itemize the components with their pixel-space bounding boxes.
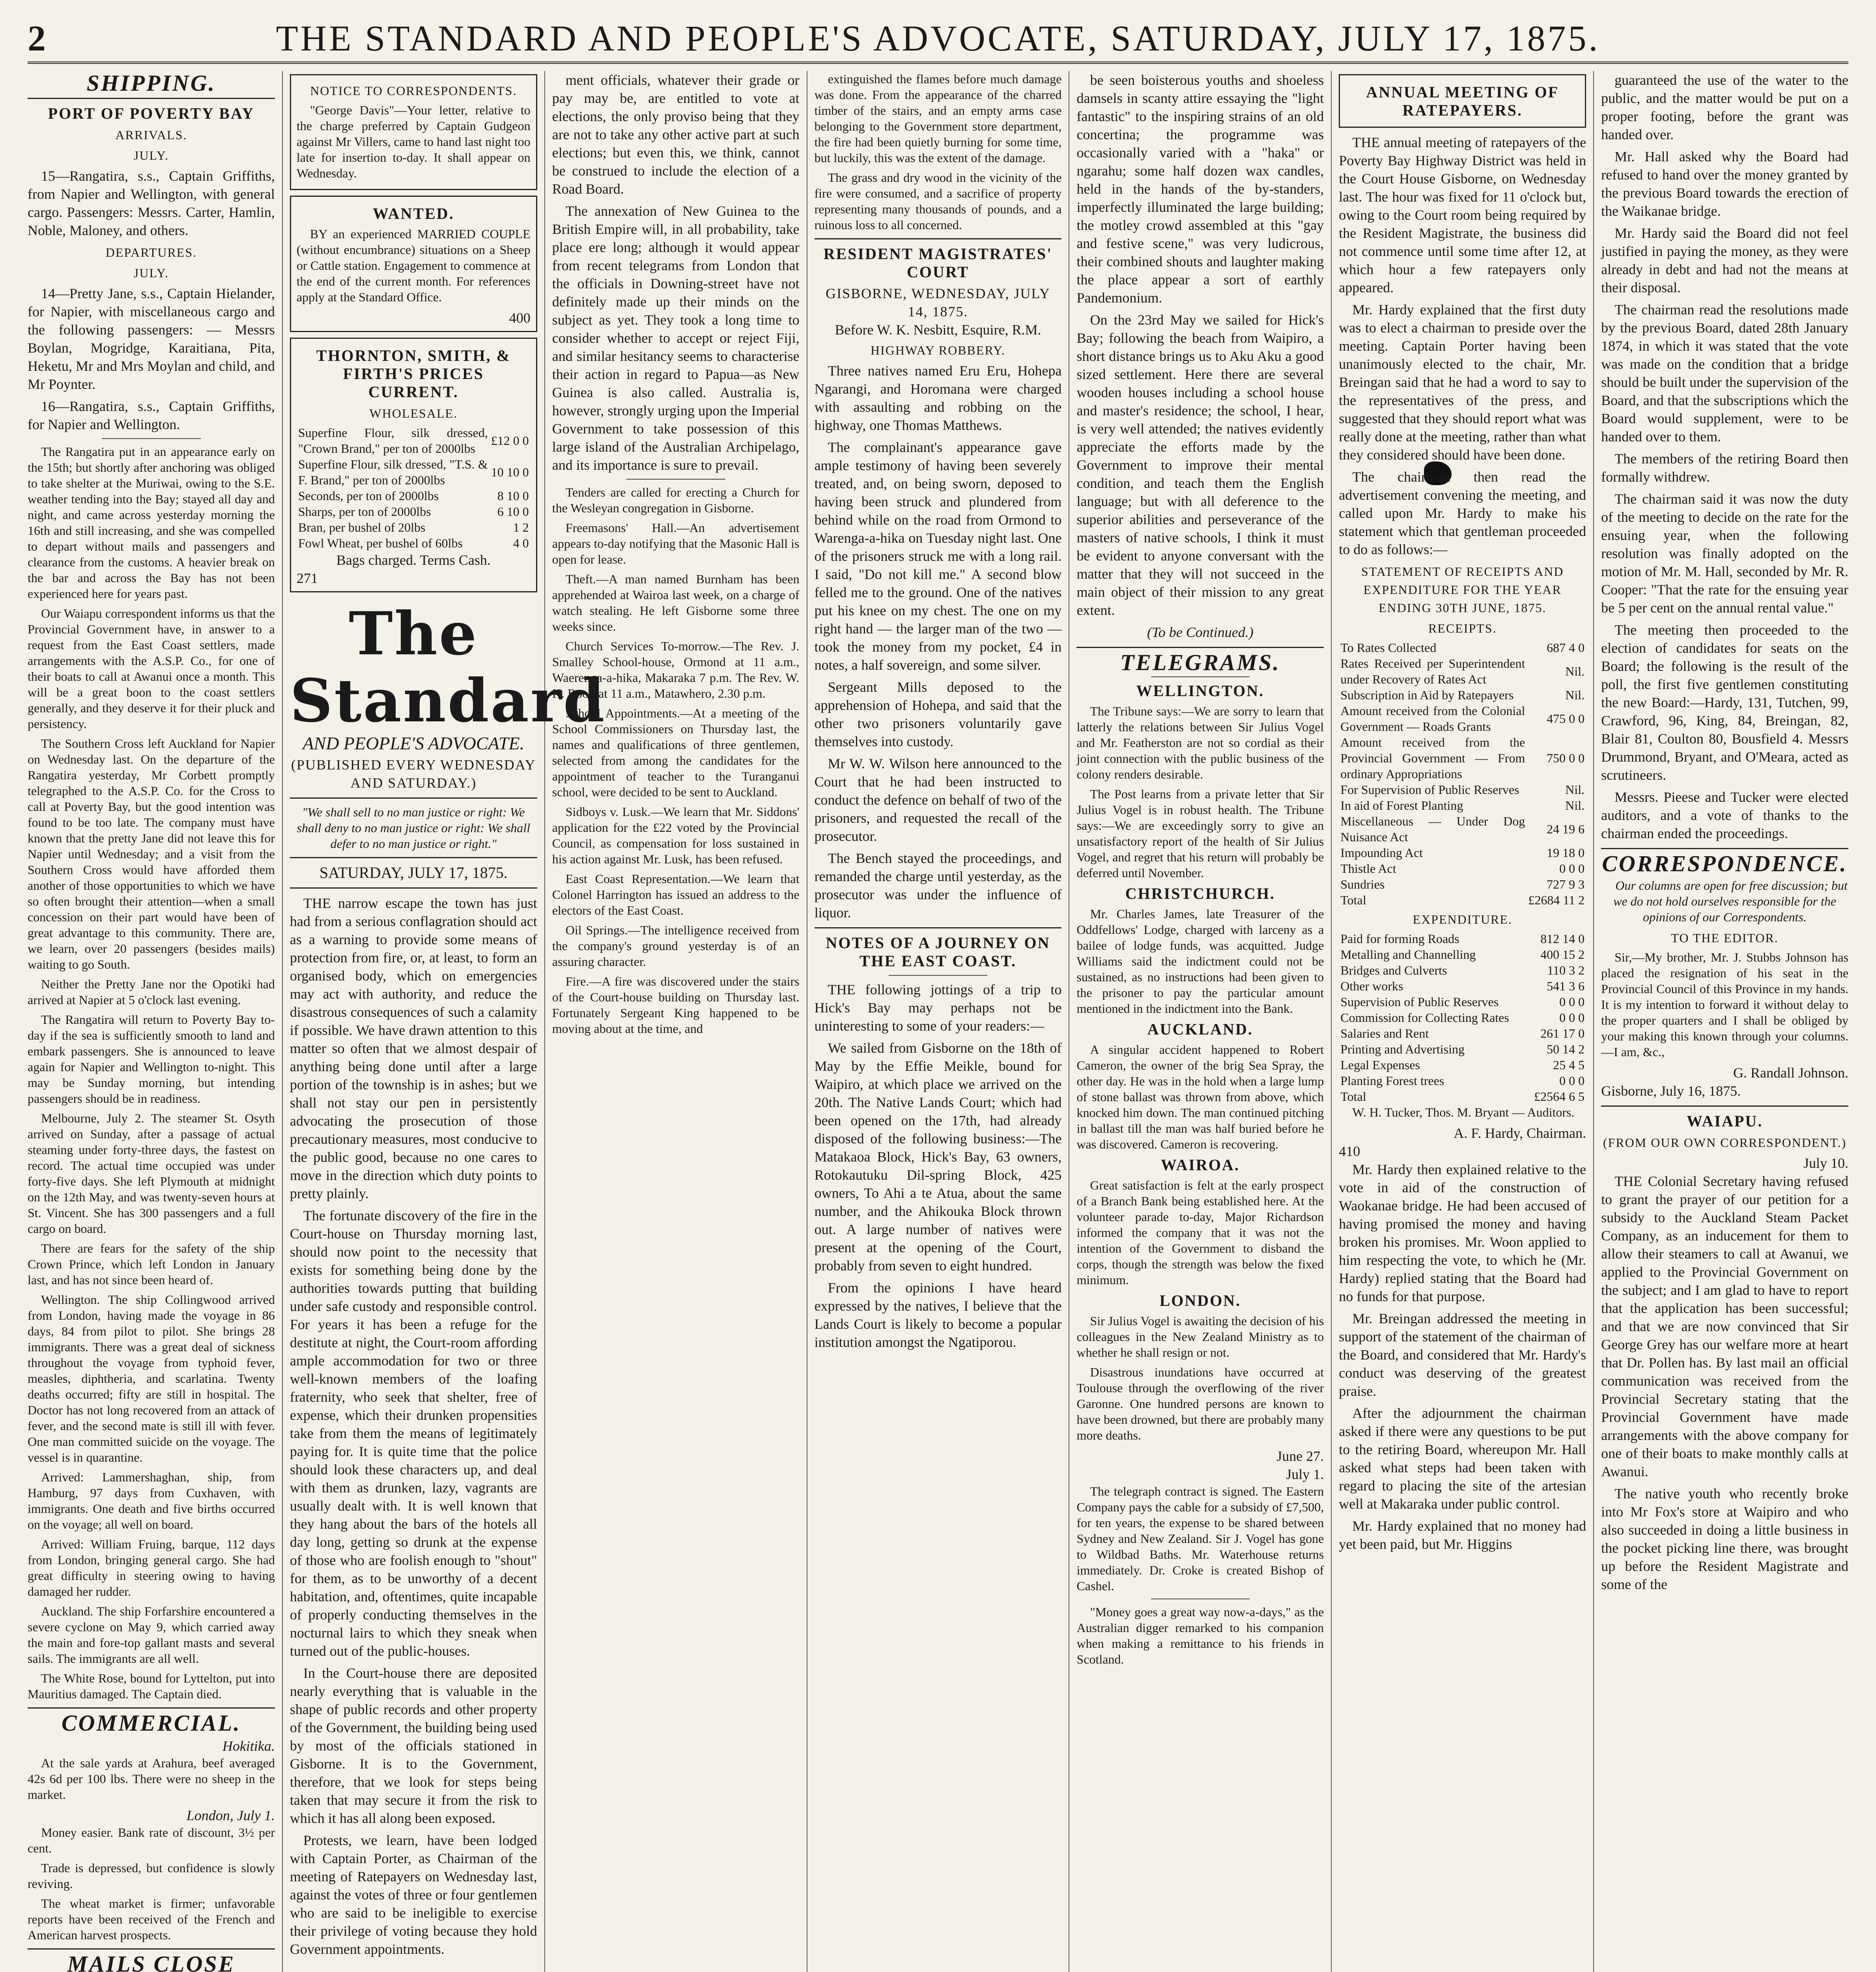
auckland-heading: AUCKLAND. [1147,1020,1253,1038]
correspondents-text: "George Davis"—Your letter, relative to the charge preferred by Captain Gudgeon against Mr Villers, came to hand last night too late for insertion to-day. It shall appear on Wednesday. [296,103,531,180]
expenditure-row: Metalling and Channelling 400 15 2 [1340,947,1585,962]
telegram-item: Disastrous inundations have occurred at Toulouse through the overflowing of the river Garonne. One hundred persons are known to have been drowned, but there are probably many more deaths. [1076,1365,1324,1442]
letter-place: Gisborne, July 16, 1875. [1601,1083,1741,1099]
receipts-table [1339,640,1586,908]
chairman-signature: A. F. Hardy, Chairman. [1454,1125,1586,1141]
receipt-row: Rates Received per Superintendent under Recovery of Rates Act Nil. [1340,656,1585,686]
journey-paragraph: be seen boisterous youths and shoeless damsels in scanty attire essaying the "light fantastic" to the inspiring strains of an old concertina; the programme was occasionally varied with a "haka" or ngarahu; some half dozen wax candles, held in the hands of the by-standers, imperfectly illuminated the large building; the motley crowd assembled at this "gay and festive scene," was very ludicrous, their combined shouts and laughter making the place appear a sort of earthly Pandemonium. [1076,72,1324,306]
waiapu-sub: (FROM OUR OWN CORRESPONDENT.) [1603,1135,1847,1150]
annual-paragraph: Messrs. Pieese and Tucker were elected auditors, and a vote of thanks to the chairman ended the proceedings. [1601,789,1849,841]
annual-paragraph: The members of the retiring Board then formally withdrew. [1601,451,1849,485]
receipt-row: Total £2684 11 2 [1340,893,1585,907]
correspondents-heading: NOTICE TO CORRESPONDENTS. [310,84,517,98]
price-row: Sharps, per ton of 2000lbs 6 10 0 [298,504,529,519]
commercial-heading: COMMERCIAL. [61,1710,241,1736]
correspondence-disclaimer: Our columns are open for free discussion; but we do not hold ourselves responsible for the opinions of our Correspondents. [1613,878,1848,924]
journey-paragraph: We sailed from Gisborne on the 18th of May by the Effie Meikle, bound for Waipiro, at which place we arrived on the 20th. The Native Lands Court; which had been opened on the 17th, had already disposed of the following business:—The Matakaoa Block, Hick's Bay, 63 owners, Rotokautuku Dil-spring Block, 425 owners, To Ahi a te Atua, about the same number, and the Ahikouka Block thrown out. A large number of natives were present at the opening of the Court, probably from seven to eight hundred. [814,1040,1062,1274]
column-3 [552,71,807,1972]
shipping-paragraph: Wellington. The ship Collingwood arrived from London, having made the voyage in 86 days, 84 from pilot to pilot. She brings 28 immigrants. There was a great deal of sickness throughout the voyage from typhoid fever, measles, diphtheria, and scarlatina. Twenty deaths occurred; fifty are still in hospital. The Doctor has not long recovered from an attack of fever, and the second mate is still ill with fever. One man committed suicide on the voyage. The vessel is in quarantine. [28,1292,275,1464]
annual-meeting [1339,74,1586,128]
court-paragraph: Sergeant Mills deposed to the apprehension of Hohepa, and said that the other two prisoners voluntarily gave themselves into custody. [814,679,1062,749]
column-7 [1601,71,1848,1972]
london-commercial: Trade is depressed, but confidence is slowly reviving. [28,1861,275,1891]
local-news-item: School Appointments.—At a meeting of the School Commissioners on Thursday last, the names and qualifications of three gentlemen, selected from among the candidates for the appointment of teacher to the Turanganui school, were decided to be sent to Auckland. [552,706,800,799]
waiapu-date: July 10. [1803,1155,1849,1171]
masthead-title: THE STANDARD AND PEOPLE'S ADVOCATE, SATURDAY, JULY 17, 1875. [276,18,1600,58]
annual-paragraph: The chairman said it was now the duty of the meeting to decide on the rate for the ensuing year, when the following resolution was finally adopted on the motion of Mr. M. Hall, seconded by Mr. R. Cooper: "That the rate for the ensuing year be 5 per cent on the annual rental value." [1601,491,1849,616]
annual-paragraph: THE annual meeting of ratepayers of the Poverty Bay Highway District was held in the Court House Gisborne, on Wednesday last. The hour was fixed for 11 o'clock but, owing to the Court room being required by the Resident Magistrate, the business did not commence until some time after 12, at which hour a few ratepayers only appeared. [1339,134,1586,295]
wellington-heading: WELLINGTON. [1136,682,1265,700]
to-editor: TO THE EDITOR. [1671,931,1779,945]
leader-paragraph: Protests, we learn, have been lodged with Captain Porter, as Chairman of the meeting of Ratepayers on Wednesday last, against the votes of three or four gentlemen who are said to be ineligible to exercise their privilege of voting because they hold Government appointments. [290,1832,537,1957]
london-label: London, July 1. [186,1808,275,1823]
receipt-row: Impounding Act 19 18 0 [1340,846,1585,860]
expenditure-row: Bridges and Culverts 110 3 2 [1340,963,1585,977]
article-paragraph: extinguished the flames before much damage was done. From the appearance of the charred timber of the stairs, and an empty arms case belonging to the Government store department, the fire had been quietly burning for some time, but luckily, this was the extent of the damage. [814,72,1062,165]
port-heading: PORT OF POVERTY BAY [48,105,255,122]
rm-court-heading: RESIDENT MAGISTRATES' COURT [823,245,1053,281]
column-1 [28,71,283,1972]
rm-court-case: HIGHWAY ROBBERY. [871,343,1005,357]
letter-signature: G. Randall Johnson. [1733,1065,1849,1081]
telegram-item: The Tribune says:—We are sorry to learn that latterly the relations between Sir Julius Vogel and Mr. Featherston are not so cordial as their joint connection with the public business of the colony renders desirable. [1076,704,1324,781]
expenditure-row: Printing and Advertising 50 14 2 [1340,1042,1585,1056]
telegrams-heading: TELEGRAMS. [1120,650,1280,675]
hokitika-text: At the sale yards at Arahura, beef averaged 42s 6d per 100 lbs. There were no sheep in the market. [28,1756,275,1802]
local-news-item: Fire.—A fire was discovered under the stairs of the Court-house building on Thursday last. Fortunately Sergeant King happened to be moving about at the time, and [552,974,800,1036]
masthead [28,14,1848,64]
court-paragraph: The Bench stayed the proceedings, and remanded the charge until yesterday, as the prosecutor was under the influence of liquor. [814,850,1062,921]
shipping-paragraph: Our Waiapu correspondent informs us that the Provincial Government have, in answer to a request from the East Coast settlers, made arrangements with the A.S.P. Co., for one of their boats to call at Awanui once a month. This will be a great boon to the coast settlers generally, and they deserve it for their pluck and persistency. [28,606,275,731]
telegram-item: Mr. Charles James, late Treasurer of the Oddfellows' Lodge, charged with larceny as a bailee of lodge funds, was acquitted. Judge Williams said the indictment could not be sustained, as no instructions had been given to the prisoner to pay the particular amount mentioned in the indictment into the Bank. [1076,907,1324,1016]
local-news-item: East Coast Representation.—We learn that Colonel Harrington has issued an address to the electors of the East Coast. [552,872,800,917]
issue-date: SATURDAY, JULY 17, 1875. [319,864,508,881]
annual-paragraph: guaranteed the use of the water to the public, and the matter would be put on a proper footing, before the grant was handed over. [1601,72,1849,142]
journey-paragraph: On the 23rd May we sailed for Hick's Bay; following the beach from Waipiro, a short distance brings us to Aku Aku a good sized settlement. Here there are several wooden houses including a school house and master's residence; the school, I hear, is very well attended; the natives evidently appreciate the efforts made by the Government to improve their mental condition, and teach them the English language; but with all deference to the superior abilities and perseverance of the masters of native schools, I think it must be evident to anyone conversant with the matter that they will not succeed in the main object of their mission to any great extent. [1076,312,1324,618]
price-row: Superfine Flour, silk dressed, "Crown Brand," per ton of 2000lbs £12 0 0 [298,426,529,456]
annual-paragraph: Mr. Hardy said the Board did not feel justified in paying the money, as they were already in debt and had not the means at their disposal. [1601,225,1849,295]
court-paragraph: Mr W. W. Wilson here announced to the Court that he had been instructed to conduct the defence on behalf of two of the prisoners, and requested the recall of the prosecutor. [814,756,1062,844]
telegram-date: June 27. [1276,1448,1324,1464]
expenditure-row: Supervision of Public Reserves 0 0 0 [1340,995,1585,1009]
rm-court-dateline: GISBORNE, WEDNESDAY, JULY 14, 1875. [826,286,1050,319]
annual-paragraph: The chairman then read the advertisement convening the meeting, and called upon Mr. Hardy to make his statement which that gentleman proceeded to do as follows:— [1339,469,1586,557]
journey-paragraph: THE following jottings of a trip to Hick's Bay may perhaps not be uninteresting to some of your readers:— [814,982,1062,1034]
column-5 [1076,71,1332,1972]
hokitika-label: Hokitika. [222,1738,275,1754]
departure-item: 14—Pretty Jane, s.s., Captain Hielander, for Napier, with miscellaneous cargo and the following passengers: — Messrs Boylan, Mogridge, Karaitiana, Pita, Heketu, Mr and Mrs Moylan and child, and Mr Poynter. [28,286,275,392]
shipping-paragraph: Neither the Pretty Jane nor the Opotiki had arrived at Napier at 5 o'clock last evening. [28,977,275,1007]
arrivals-month: JULY. [133,148,169,162]
departures-heading: DEPARTURES. [105,245,197,260]
departure-item: 16—Rangatira, s.s., Captain Griffiths, for Napier and Wellington. [28,398,275,432]
arrivals-heading: ARRIVALS. [115,128,187,142]
telegram-item: A singular accident happened to Robert Cameron, the owner of the brig Sea Spray, the other day. He was in the hold when a large lump of stone ballast was thrown from above, which knocked him down. The man continued pitching in ballast till the man was half buried before he was discovered. Cameron is recovering. [1076,1042,1324,1151]
journey-heading: NOTES OF A JOURNEY ON THE EAST COAST. [826,934,1050,970]
prices-note: Bags charged. Terms Cash. [336,552,491,568]
annual-code: 410 [1339,1143,1360,1159]
local-news-item: Theft.—A man named Burnham has been apprehended at Wairoa last week, on a charge of watch stealing. He left Gisborne some three weeks since. [552,572,800,633]
article-paragraph: The annexation of New Guinea to the British Empire will, in all probability, take place ere long; although it would appear from recent telegrams from London that the officials in Downing-street have not definitely made up their minds on the subject as yet. They took a long time to consider whether to accept or reject Fiji, and similar hesitancy seems to characterise their action in regard to Papua—as New Guinea is also called. Australia is, however, strongly urging upon the Imperial Government to take possession of this large island of the Australian Archipelago, and its importance is sure to prevail. [552,203,800,473]
receipt-row: Sundries 727 9 3 [1340,877,1585,891]
waiapu-heading: WAIAPU. [1686,1112,1763,1130]
local-news-item: Tenders are called for erecting a Church for the Wesleyan congregation in Gisborne. [552,485,800,515]
mails-heading: MAILS CLOSE [67,1951,235,1972]
annual-paragraph: The meeting then proceeded to the election of candidates for seats on the Board; the following is the result of the poll, the first five gentlemen constituting the new Board:—Hardy, 131, Tutchen, 99, Crawford, 96, King, 84, Breingan, 82, Blair 81, Coulton 80, Bousfield 4. Messrs Drummond, Bryant, and O'Meara, acted as scrutineers. [1601,622,1849,783]
annual-paragraph: Mr. Breingan addressed the meeting in support of the statement of the chairman of the Board, and considered that Mr. Hardy's conduct was deserving of the greatest praise. [1339,1311,1586,1399]
newspaper-nameplate: The Standard [290,599,606,736]
shipping-paragraph: The White Rose, bound for Lyttelton, put into Mauritius damaged. The Captain died. [28,1671,275,1701]
price-row: Bran, per bushel of 20lbs 1 2 [298,520,529,534]
annual-paragraph: Mr. Hardy then explained relative to the vote in aid of the construction of Waokanae bridge. He had been accused of having promised the money and having broken his promises. Mr. Woon applied to him respecting the vote, to which he (Mr. Hardy) replied stating that the Board had no funds for that purpose. [1339,1162,1586,1304]
wanted-code: 400 [509,310,531,326]
to-be-continued: (To be Continued.) [1147,624,1254,640]
court-paragraph: The complainant's appearance gave ample testimony of having been severely treated, and, on being sworn, deposed to having been struck and plundered from behind while on the road from Ormond to Warenga-a-hika on Tuesday night last. One of the prisoners struck me with a long rail. I said, "Do not kill me." A second blow felled me to the ground. One of the natives put his knee on my chest. The one on my right hand — the larger man of the two — took the money from my pocket, £4 in notes, a half sovereign, and some silver. [814,439,1062,673]
price-row: Fowl Wheat, per bushel of 60lbs 4 0 [298,536,529,550]
expenditure-heading: EXPENDITURE. [1413,912,1512,926]
expenditure-row: Total £2564 6 5 [1340,1089,1585,1104]
receipt-row: Amount received from the Provincial Government — From ordinary Appropriations 750 0 0 [1340,735,1585,781]
expenditure-row: Salaries and Rent 261 17 0 [1340,1026,1585,1040]
departures-month: JULY. [133,266,169,280]
receipt-row: To Rates Collected 687 4 0 [1340,641,1585,655]
receipt-row: Amount received from the Colonial Government — Roads Grants 475 0 0 [1340,704,1585,734]
shipping-paragraph: There are fears for the safety of the ship Crown Prince, which left London in January last, and has not since been heard of. [28,1241,275,1287]
telegram-date: July 1. [1286,1466,1324,1482]
waiapu-paragraph: The native youth who recently broke into Mr Fox's store at Waipiro and who also succeeded in doing a little business in the pocket picking line there, was brought up before the Resident Magistrate and some of the [1601,1486,1849,1592]
arrivals-text: 15—Rangatira, s.s., Captain Griffiths, from Napier and Wellington, with general cargo. Passengers: Messrs. Carter, Hamlin, Noble, Maloney, and others. [28,168,275,238]
annual-paragraph: The chairman read the resolutions made by the previous Board, dated 28th January 1874, in which it was stated that the vote was made on the condition that a bridge should be built under the supervision of the Board, and that the subscriptions which the Board would supplement, were to be handed over to them. [1601,302,1849,444]
letter-text: Sir,—My brother, Mr. J. Stubbs Johnson has placed the resignation of his seat in the Provincial Council of this Province in my hands. It is my intention to forward it without delay to the proper quarters and I shall be obliged by your making this known through your columns.—I am, &c., [1601,950,1849,1059]
waiapu-paragraph: THE Colonial Secretary having refused to grant the prayer of our petition for a subsidy to the Auckland Steam Packet Company, as an inducement for them to allow their steamers to call at Awanui, we applied to the Provincial Government on the subject; and I am glad to have to report that the application has been successful; and that we are now convinced that Sir George Grey has our welfare more at heart that Dr. Pollen has. By last mail an official communication was received from the Provincial Secretary stating that the Provincial Government have made arrangements with the above company for one of their boats to make monthly calls at Awanui. [1601,1173,1849,1479]
annual-heading: ANNUAL MEETING OF RATEPAYERS. [1366,83,1559,119]
receipt-row: Subscription in Aid by Ratepayers Nil. [1340,688,1585,702]
local-news-item: Church Services To-morrow.—The Rev. J. Smalley School-house, Ormond at 11 a.m., Waerenga-a-hika, Makaraka 7 p.m. The Rev. W. H. Root, at 11 a.m., Matawhero, 2.30 p.m. [552,639,800,700]
wairoa-heading: WAIROA. [1160,1156,1240,1174]
court-paragraph: Three natives named Eru Eru, Hohepa Ngarangi, and Horomana were charged with assaulting and robbing on the highway, one Thomas Matthews. [814,363,1062,433]
page-number: 2 [28,18,46,58]
local-news-item: Oil Springs.—The intelligence received from the company's ground yesterday is of an assuring character. [552,923,800,969]
annual-paragraph: Mr. Hardy explained that no money had yet been paid, but Mr. Higgins [1339,1518,1586,1552]
telegram-item: Great satisfaction is felt at the early prospect of a Branch Bank being established here. At the volunteer parade to-day, Major Richardson informed the company that it was not the intention of the Government to disband the corps, though the strength was below the fixed minimum. [1076,1178,1324,1287]
correspondence-heading: CORRESPONDENCE. [1602,851,1848,876]
article-paragraph: The grass and dry wood in the vicinity of the fire were consumed, and a sacrifice of property representing many thousands of pounds, and a ruinous loss to all concerned. [814,170,1062,232]
published-note: (PUBLISHED EVERY WEDNESDAY AND SATURDAY.) [291,757,536,791]
annual-paragraph: After the adjournment the chairman asked if there were any questions to be put to the retiring Board, whereupon Mr. Hall asked what steps had been taken with regard to placing the site of the artesian well at Makaraka under public control. [1339,1405,1586,1512]
expenditure-row: Paid for forming Roads 812 14 0 [1340,932,1585,946]
prices-table [297,425,531,551]
prices-heading: THORNTON, SMITH, & FIRTH'S PRICES CURRENT. [316,347,511,401]
motto: "We shall sell to no man justice or right: We shall deny to no man justice or right: We shall defer to no man justice or right." [297,805,531,851]
article-paragraph: ment officials, whatever their grade or pay may be, are entitled to vote at elections, the only proviso being that they are not to take any other active part at such elections; but even this, we think, cannot be construed to include the election of a Road Board. [552,72,800,197]
leader-paragraph: The fortunate discovery of the fire in the Court-house on Thursday morning last, should now point to the necessity that exists for something being done by the authorities towards putting that building under safe custody and responsible control. For years it has been a refuge for the destitute at night, the Court-room affording ample accommodation for two or three well-known members of the loafing fraternity, who seek that shelter, free of expense, which their drunken propensities take from them the means of legitimately paying for. It is quite time that the police should look these characters up, and deal with them as drunken, lazy, vagrants are usually dealt with. It is well known that they hang about the bars of the hotels all day long, getting so drunk at the expense of those who are foolish enough to "shout" for them, as to be unworthy of a decent habitation, and, oftentimes, quite incapable of properly conducting themselves in the nocturnal lairs to which they sneak when turned out of the public-houses. [290,1208,537,1659]
rm-court-before: Before W. K. Nesbitt, Esquire, R.M. [835,322,1041,338]
expenditure-table [1339,931,1586,1104]
leader-paragraph: THE narrow escape the town has just had from a serious conflagration should act as a warning to provide some means of protection from fire, or, at least, to form an organised body, which on emergencies may act with authority, and reduce the disastrous consequences of such a calamity if possible. We have drawn attention to this matter so often that we almost despair of anything being done until after a large portion of the township is in ashes; but we shall not stay our pen in persistently advocating the prosecution of those precautionary measures, most conducive to the public good, because no one cares to move in the direction which duty points to pretty plainly. [290,895,537,1201]
nameplate-sub: AND PEOPLE'S ADVOCATE. [303,733,525,753]
annual-paragraph: Mr. Hardy explained that the first duty was to elect a chairman to preside over the meeting. Captain Porter having been unanimously elected to the chair, Mr. Breingan said that he had a word to say to the representatives of the press, and suggested that they should report what was really done at the meeting, rather than what they considered should have been done. [1339,302,1586,463]
receipt-row: In aid of Forest Planting Nil. [1340,798,1585,812]
shipping-paragraph: Arrived: Lammershaghan, ship, from Hamburg, 97 days from Cuxhaven, with immigrants. One death and five births occurred on the voyage; all well on board. [28,1470,275,1531]
expenditure-row: Other works 541 3 6 [1340,979,1585,993]
christchurch-heading: CHRISTCHURCH. [1125,885,1275,902]
wanted-heading: WANTED. [372,205,454,222]
shipping-paragraph: The Rangatira put in an appearance early on the 15th; but shortly after anchoring was obliged to take shelter at the Muriwai, owing to the S.E. weather tending into the Bay; stayed all day and night, and came across yesterday morning the 16th and still increasing, and she was compelled to depart without mails and passengers and clearance from the customs. A heavier break on the bar and across the Bay has not been experienced here for years past. [28,444,275,601]
prices-code: 271 [296,570,318,586]
correspondents-notice [290,74,537,190]
telegram-item: Sir Julius Vogel is awaiting the decision of his colleagues in the New Zealand Ministry as to whether he shall resign or not. [1076,1314,1324,1359]
shipping-paragraph: The Rangatira will return to Poverty Bay to-day if the sea is sufficiently smooth to land and embark passengers. She is announced to leave again for Napier and Wellington to-night. This may be Sunday morning, but intending passengers should be in readiness. [28,1012,275,1106]
receipt-row: Thistle Act 0 0 0 [1340,861,1585,876]
prices-advert [290,338,537,592]
expenditure-row: Planting Forest trees 0 0 0 [1340,1074,1585,1088]
receipt-row: For Supervision of Public Reserves Nil. [1340,782,1585,797]
telegram-item: The Post learns from a private letter that Sir Julius Vogel is in robust health. The Tribune says:—We are exceedingly sorry to give an unsatisfactory report of the health of Sir Julius Vogel, and regret that his return will probably be deferred until November. [1076,787,1324,880]
receipt-row: Miscellaneous — Under Dog Nuisance Act 24 19 6 [1340,814,1585,844]
telegram-item: The telegraph contract is signed. The Eastern Company pays the cable for a subsidy of £7,500, for ten years, the expense to be shared between Sydney and New Zealand. Sir J. Vogel has gone to Wildbad Baths. Mr. Waterhouse returns immediately. Dr. Croke is created Bishop of Cashel. [1076,1484,1324,1593]
expenditure-row: Commission for Collecting Rates 0 0 0 [1340,1010,1585,1025]
annual-paragraph: Mr. Hall asked why the Board had refused to hand over the money granted by the previous Board towards the erection of the Waikanae bridge. [1601,149,1849,219]
london-commercial: The wheat market is firmer; unfavorable reports have been received of the French and American harvest prospects. [28,1896,275,1942]
auditors: W. H. Tucker, Thos. M. Bryant — Auditors. [1352,1105,1575,1119]
price-row: Seconds, per ton of 2000lbs 8 10 0 [298,489,529,503]
price-row: Superfine Flour, silk dressed, "T.S. & F. Brand," per ton of 2000lbs 10 10 0 [298,457,529,487]
receipts-heading: RECEIPTS. [1428,621,1497,635]
wanted-text: BY an experienced MARRIED COUPLE (without encumbrance) situations on a Sheep or Cattle station. Engagement to commence at the end of the current month. For references apply at the Standard Office. [296,227,531,304]
expenditure-row: Legal Expenses 25 4 5 [1340,1058,1585,1072]
column-6 [1339,71,1594,1972]
column-2 [290,71,606,1972]
journey-paragraph: From the opinions I have heard expressed by the natives, I believe that the Lands Court is likely to become a popular institution amongst the Ngatiporou. [814,1280,1062,1350]
london-commercial: Money easier. Bank rate of discount, 3½ per cent. [28,1825,275,1855]
page-columns [28,71,1848,1972]
wanted-advert [290,196,537,332]
shipping-paragraph: Auckland. The ship Forfarshire encountered a severe cyclone on May 9, which carried away the main and fore-top gallant masts and several sails. The immigrants are all well. [28,1604,275,1666]
local-news-item: Freemasons' Hall.—An advertisement appears to-day notifying that the Masonic Hall is open for lease. [552,521,800,566]
column-4 [815,71,1070,1972]
shipping-paragraph: Melbourne, July 2. The steamer St. Osyth arrived on Sunday, after a passage of actual steaming under forty-three days, the fastest on record. The actual time occupied was under forty-five days. She left Plymouth at midnight on the 12th May, and was twenty-seven hours at St. Vincent. She has 300 passengers and a full cargo on board. [28,1111,275,1236]
telegram-quote: "Money goes a great way now-a-days," as the Australian digger remarked to his companion when making a remittance to his friends in Scotland. [1076,1605,1324,1666]
statement-heading: STATEMENT OF RECEIPTS AND EXPENDITURE FOR THE YEAR ENDING 30TH JUNE, 1875. [1361,564,1564,615]
london-heading: LONDON. [1159,1292,1241,1309]
leader-paragraph: In the Court-house there are deposited nearly everything that is valuable in the shape of public records and other property of the Government, the building being used by most of the officials stationed in Gisborne. It is to the Government, therefore, that we look for steps being taken that may secure it from the risk to which it has all along been exposed. [290,1665,537,1826]
shipping-paragraph: The Southern Cross left Auckland for Napier on Wednesday last. On the departure of the Rangatira yesterday, Mr Corbett promptly telegraphed to the A.S.P. Co. for the Cross to call at Poverty Bay, but the good intention was found to be too late. The company must have known that the pretty Jane did not leave this for Napier until Wednesday; and a visit from the Southern Cross would have afforded them another of those opportunities to which we have so often brought their attention—when a small concession on their part would have been of great advantage to this community. There are, we learn, over 20 passengers (besides mails) waiting to go South. [28,736,275,971]
prices-sub: WHOLESALE. [369,406,458,420]
shipping-heading: SHIPPING. [86,70,216,96]
shipping-paragraph: Arrived: William Fruing, barque, 112 days from London, bringing general cargo. She had great difficulty in steering owing to having damaged her rudder. [28,1537,275,1599]
local-news-item: Sidboys v. Lusk.—We learn that Mr. Siddons' application for the £22 voted by the Provincial Council, as compensation for loss sustained in his action against Mr. Lusk, has been refused. [552,805,800,866]
